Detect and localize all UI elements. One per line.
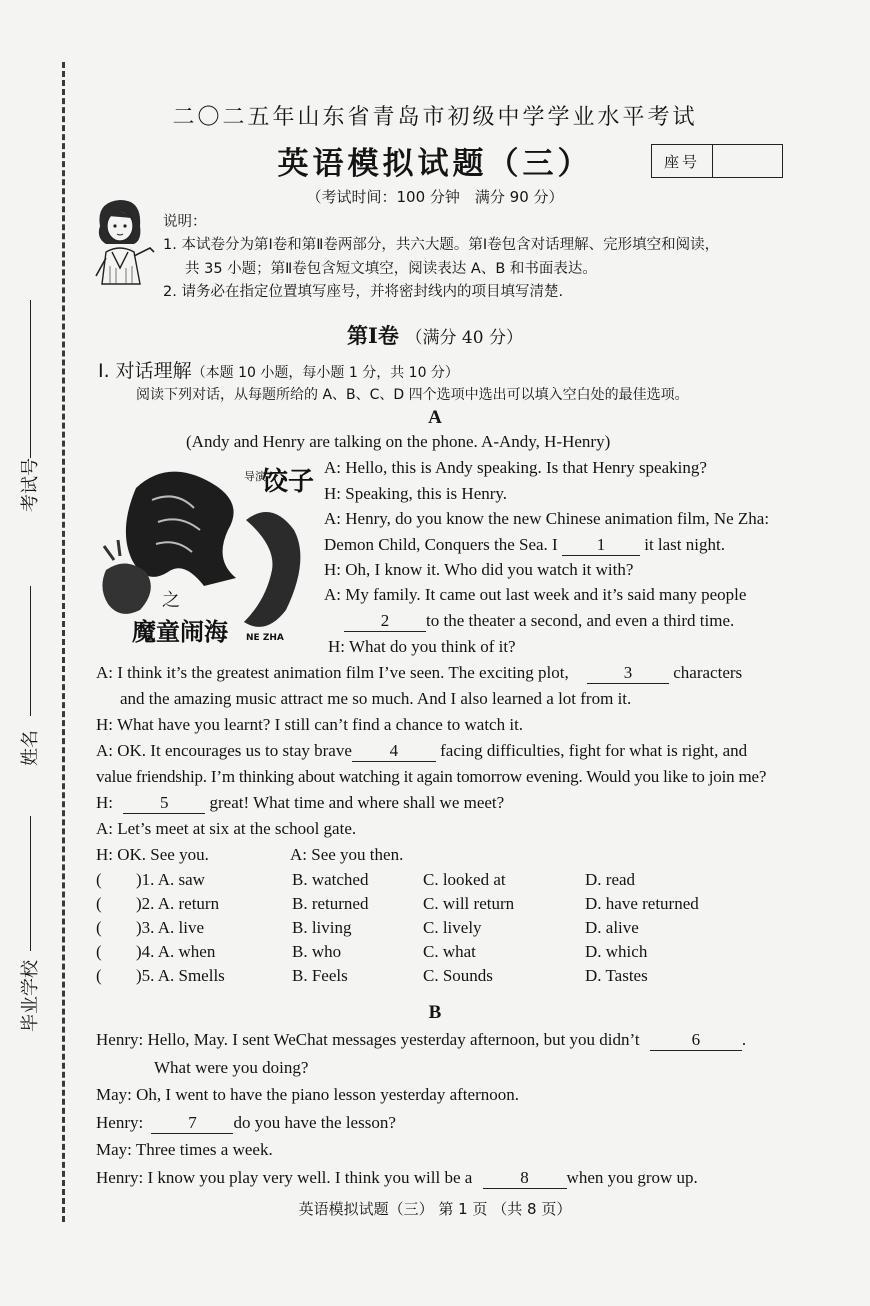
- option-c[interactable]: C. looked at: [423, 870, 506, 889]
- dialogue-text: Henry:: [96, 1113, 144, 1132]
- dialogue-line: [344, 611, 734, 632]
- option-d[interactable]: D. which: [585, 942, 648, 961]
- option-b[interactable]: B. living: [292, 918, 352, 937]
- section-title: [0, 320, 870, 350]
- dialogue-line: A: Hello, this is Andy speaking. Is that Henry speaking?: [324, 458, 707, 477]
- answer-paren[interactable]: (: [96, 942, 102, 961]
- section-score: （满分 40 分）: [405, 328, 523, 348]
- dialogue-line: H: What do you think of it?: [328, 637, 516, 656]
- note-item-1: 1. 本试卷分为第Ⅰ卷和第Ⅱ卷两部分，共六大题。第Ⅰ卷包含对话理解、完形填空和阅读，: [163, 237, 720, 253]
- dialogue-line: [96, 1030, 746, 1051]
- blank-3[interactable]: 3: [587, 663, 669, 684]
- blank-6[interactable]: 6: [650, 1030, 742, 1051]
- blank-4[interactable]: 4: [352, 741, 436, 762]
- answer-paren[interactable]: (: [96, 894, 102, 913]
- dialogue-text: do you have the lesson?: [233, 1113, 396, 1132]
- exam-subtitle: （考试时间：100 分钟 满分 90 分）: [306, 188, 564, 206]
- passage-a-letter: A: [428, 407, 442, 428]
- dialogue-line: A: Henry, do you know the new Chinese animation film, Ne Zha:: [324, 509, 770, 528]
- option-c[interactable]: C. will return: [423, 894, 515, 913]
- dialogue-line: May: Three times a week.: [96, 1140, 273, 1159]
- dialogue-text: it last night.: [644, 535, 725, 554]
- note-item-2: 2. 请务必在指定位置填写座号，并将密封线内的项目填写清楚.: [163, 284, 564, 300]
- answer-paren[interactable]: (: [96, 870, 102, 889]
- blank-2[interactable]: 2: [344, 611, 426, 632]
- notes-heading: 说明：: [163, 214, 207, 230]
- dialogue-line: [96, 663, 742, 684]
- dialogue-line: and the amazing music attract me so much. And I also learned a lot from it.: [120, 689, 632, 708]
- answer-paren[interactable]: (: [96, 918, 102, 937]
- option-a[interactable]: )3. A. live: [136, 918, 204, 937]
- dialogue-text: H:: [96, 793, 113, 812]
- blank-1[interactable]: 1: [562, 535, 640, 556]
- dialogue-text: when you grow up.: [566, 1168, 698, 1187]
- dialogue-line: [96, 741, 747, 762]
- dialogue-line: H: Oh, I know it. Who did you watch it with?: [324, 560, 634, 579]
- seat-label: 座号: [652, 145, 713, 177]
- option-d[interactable]: D. have returned: [585, 894, 699, 913]
- option-a[interactable]: )5. A. Smells: [136, 966, 225, 985]
- dialogue-line: value friendship. I’m thinking about watching it again tomorrow evening. Would you like to join me?: [96, 767, 767, 786]
- name-label: 姓名: [20, 730, 41, 766]
- dialogue-line: A: My family. It came out last week and it’s said many people: [324, 585, 747, 604]
- option-d[interactable]: D. Tastes: [585, 966, 648, 985]
- poster-director-label: 导演: [244, 470, 266, 483]
- dialogue-text: Henry: Hello, May. I sent WeChat messages yesterday afternoon, but you didn’t: [96, 1030, 640, 1049]
- passage-a-intro: (Andy and Henry are talking on the phone. A-Andy, H-Henry): [186, 432, 611, 451]
- school-rule: [30, 816, 31, 951]
- option-a[interactable]: )2. A. return: [136, 894, 220, 913]
- option-b[interactable]: B. returned: [292, 894, 369, 913]
- dialogue-text: to the theater a second, and even a third time.: [426, 611, 735, 630]
- seat-number-field[interactable]: [713, 145, 782, 177]
- part-1-detail: （本题 10 小题，每小题 1 分，共 10 分）: [191, 365, 459, 381]
- section-name: 第Ⅰ卷: [347, 323, 399, 348]
- dialogue-text: .: [741, 1030, 747, 1049]
- paper-title: 英语模拟试题（三）: [277, 146, 593, 182]
- poster-middle-char: 之: [162, 590, 180, 611]
- option-a[interactable]: )1. A. saw: [136, 870, 205, 889]
- dialogue-text: A: OK. It encourages us to stay brave: [96, 741, 352, 760]
- poster-english-title: NE ZHA: [246, 633, 284, 643]
- poster-director-name: 饺子: [262, 467, 315, 497]
- seal-line: [62, 62, 69, 1222]
- dialogue-text: great! What time and where shall we meet?: [209, 793, 505, 812]
- option-c[interactable]: C. lively: [423, 918, 482, 937]
- dialogue-line: H: OK. See you.: [96, 845, 209, 864]
- dialogue-line: H: What have you learnt? I still can’t find a chance to watch it.: [96, 715, 524, 734]
- option-c[interactable]: C. Sounds: [423, 966, 493, 985]
- option-d[interactable]: D. read: [585, 870, 636, 889]
- dialogue-text: A: I think it’s the greatest animation film I’ve seen. The exciting plot,: [96, 663, 569, 682]
- dialogue-text: facing difficulties, fight for what is right, and: [440, 741, 748, 760]
- option-b[interactable]: B. who: [292, 942, 342, 961]
- dialogue-line: H: Speaking, this is Henry.: [324, 484, 508, 503]
- blank-8[interactable]: 8: [483, 1168, 567, 1189]
- dialogue-line: [96, 1113, 396, 1134]
- dialogue-text: Henry: I know you play very well. I think you will be a: [96, 1168, 473, 1187]
- option-b[interactable]: B. Feels: [292, 966, 348, 985]
- dialogue-text: Demon Child, Conquers the Sea. I: [324, 535, 558, 554]
- dialogue-text: characters: [673, 663, 743, 682]
- note-item-1-cont: 共 35 小题；第Ⅱ卷包含短文填空，阅读表达 A、B 和书面表达。: [185, 261, 597, 277]
- dialogue-line: [96, 1168, 698, 1189]
- dialogue-line: [324, 535, 725, 556]
- option-b[interactable]: B. watched: [292, 870, 369, 889]
- exam-number-label: 考试号: [20, 458, 41, 512]
- exam-title: 二〇二五年山东省青岛市初级中学学业水平考试: [172, 105, 698, 130]
- blank-7[interactable]: 7: [151, 1113, 233, 1134]
- answer-paren[interactable]: (: [96, 966, 102, 985]
- dialogue-line: [96, 793, 504, 814]
- page-footer: 英语模拟试题（三） 第 1 页 （共 8 页）: [298, 1200, 572, 1218]
- name-rule: [30, 586, 31, 716]
- dialogue-line: May: Oh, I went to have the piano lesson yesterday afternoon.: [96, 1085, 519, 1104]
- dialogue-line: What were you doing?: [154, 1058, 309, 1077]
- blank-5[interactable]: 5: [123, 793, 205, 814]
- option-c[interactable]: C. what: [423, 942, 476, 961]
- cartoon-girl-image: [82, 196, 160, 288]
- school-label: 毕业学校: [20, 960, 41, 1032]
- poster-title: 魔童闹海: [132, 618, 228, 646]
- passage-b-letter: B: [428, 1002, 442, 1023]
- ne-zha-poster-image: [96, 460, 318, 650]
- option-d[interactable]: D. alive: [585, 918, 639, 937]
- option-a[interactable]: )4. A. when: [136, 942, 216, 961]
- part-1-heading: [98, 356, 459, 383]
- seat-number-box: [651, 144, 783, 178]
- part-1-title: Ⅰ. 对话理解: [98, 360, 192, 382]
- dialogue-line: A: Let’s meet at six at the school gate.: [96, 819, 357, 838]
- dialogue-line: A: See you then.: [290, 845, 404, 864]
- part-1-instruction: 阅读下列对话，从每题所给的 A、B、C、D 四个选项中选出可以填入空白处的最佳选项。: [136, 387, 689, 403]
